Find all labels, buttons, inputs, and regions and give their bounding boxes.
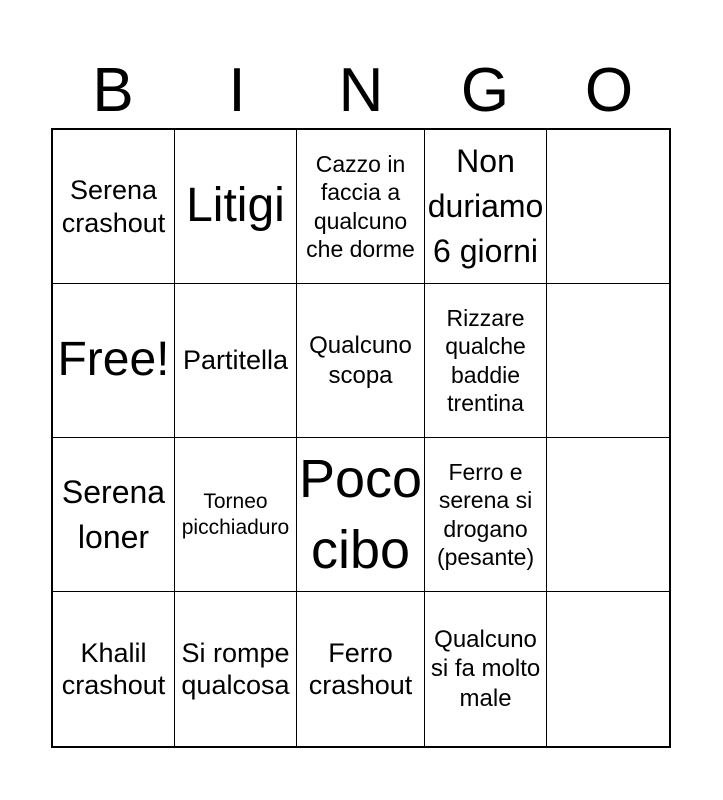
bingo-cell[interactable]: Rizzare qualche baddie trentina bbox=[425, 284, 547, 438]
bingo-cell[interactable]: Si rompe qualcosa bbox=[175, 592, 297, 746]
header-letter-i: I bbox=[228, 56, 246, 125]
header-letter-o: O bbox=[584, 56, 634, 125]
bingo-cell[interactable]: Qualcuno scopa bbox=[297, 284, 425, 438]
bingo-cell[interactable]: Ferro crashout bbox=[297, 592, 425, 746]
bingo-cell-free[interactable]: Free! bbox=[53, 284, 175, 438]
bingo-cell[interactable] bbox=[547, 284, 669, 438]
bingo-cell[interactable] bbox=[547, 592, 669, 746]
bingo-cell[interactable] bbox=[547, 438, 669, 592]
bingo-cell[interactable]: Cazzo in faccia a qualcuno che dorme bbox=[297, 130, 425, 284]
bingo-cell[interactable]: Khalil crashout bbox=[53, 592, 175, 746]
bingo-cell[interactable]: Serena loner bbox=[53, 438, 175, 592]
bingo-cell[interactable] bbox=[547, 130, 669, 284]
bingo-header bbox=[51, 56, 671, 126]
bingo-cell[interactable]: Serena crashout bbox=[53, 130, 175, 284]
bingo-cell[interactable]: Litigi bbox=[175, 130, 297, 284]
header-letter-g: G bbox=[460, 56, 510, 125]
bingo-cell[interactable]: Partitella bbox=[175, 284, 297, 438]
bingo-cell[interactable]: Non duriamo 6 giorni bbox=[425, 130, 547, 284]
bingo-cell[interactable]: Torneo picchiaduro bbox=[175, 438, 297, 592]
header-letter-n: N bbox=[338, 56, 384, 125]
bingo-cell[interactable]: Ferro e serena si drogano (pesante) bbox=[425, 438, 547, 592]
bingo-card bbox=[51, 128, 671, 748]
bingo-cell[interactable]: Poco cibo bbox=[297, 438, 425, 592]
bingo-cell[interactable]: Qualcuno si fa molto male bbox=[425, 592, 547, 746]
header-letter-b: B bbox=[92, 56, 134, 125]
